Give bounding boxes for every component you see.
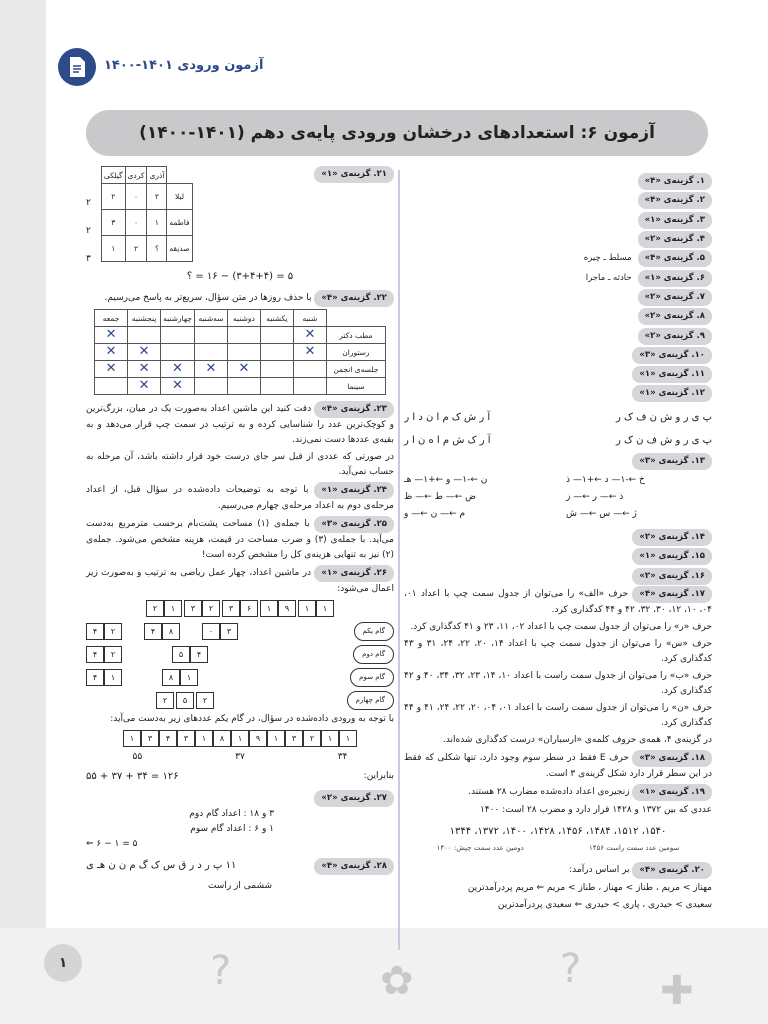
x-mark: ✕	[238, 361, 250, 376]
number-cell: ۸	[213, 730, 231, 747]
q21-name: صدیقه	[167, 236, 192, 262]
q13-row: ن ←-۱— و ←+۱— هـ	[404, 474, 488, 485]
answer-row	[404, 249, 712, 268]
q26-sum: ۱۲۶ = ۳۴ + ۳۷ + ۵۵	[86, 771, 179, 782]
answer-row	[404, 172, 712, 191]
answer-badge: ۱۲. گزینه‌ی «۱»	[632, 385, 712, 402]
left-column	[86, 166, 394, 894]
q17-text: حرف «الف» را می‌توان از جدول سمت چپ با اعداد ۰۱، ۰۴، ۱۰، ۱۲، ۳۰، ۳۲، ۴۲ و ۴۴ کدگذاری کرد.	[404, 588, 712, 615]
number-cell: ۱	[195, 730, 213, 747]
number-cell: ۳	[220, 623, 238, 640]
q21-cell: ۰	[125, 210, 147, 236]
place-name: جلسه‌ی انجمن	[326, 361, 385, 378]
number-cell: ۱	[180, 669, 198, 686]
q26-result: ۳۷	[235, 752, 245, 762]
q17-text: حرف «ر» را می‌توان از جدول سمت چپ با اعداد ۰۲، ۱۱، ۲۳ و ۴۱ کدگذاری کرد.	[410, 621, 712, 632]
answer-row	[404, 346, 712, 365]
q26-text: در ماشین اعداد، چهار عمل ریاضی به ترتیب و به‌صورت زیر اعمال می‌شود:	[86, 568, 394, 594]
day-cell	[161, 361, 195, 378]
q13-row: خ ←-۱— د ←+۱— ذ	[566, 474, 645, 485]
day-cell	[95, 327, 128, 344]
number-cell: ۴	[86, 646, 104, 663]
q26-result: ۵۵	[132, 752, 143, 762]
day-cell	[293, 327, 326, 344]
answer-note: حادثه ـ ماجرا	[585, 272, 632, 283]
answer-row	[404, 268, 712, 287]
step-label: گام سوم	[350, 668, 394, 687]
q13-row: ژ ←— س ←— ش	[566, 508, 637, 519]
q28-word: ششمی از راست	[207, 881, 273, 891]
x-mark: ✕	[172, 361, 183, 376]
place-name: رستوران	[326, 344, 385, 361]
number-cell: ۱	[123, 730, 141, 747]
q21-cell: ۲	[147, 184, 167, 210]
step-label: گام چهارم	[347, 691, 394, 710]
q27-line: ۱ و ۶ : اعداد گام سوم	[190, 824, 274, 834]
number-cell: ۲	[196, 692, 214, 709]
number-cell: ۶	[240, 600, 258, 617]
day-header: یکشنبه	[260, 310, 293, 327]
q28-label: ۲۸. گزینه‌ی «۴»	[314, 858, 394, 875]
x-mark: ✕	[172, 378, 183, 393]
step-label: گام یکم	[354, 622, 395, 641]
day-header: دوشنبه	[227, 310, 260, 327]
number-cell: ۱	[260, 600, 278, 617]
answer-badge: ۱. گزینه‌ی «۴»	[638, 173, 712, 190]
number-cell: ۱	[104, 669, 122, 686]
x-mark: ✕	[105, 344, 117, 359]
q21-header: کردی	[125, 167, 147, 184]
q18-label: ۱۸. گزینه‌ی «۳»	[632, 750, 712, 767]
day-cell	[260, 327, 293, 344]
day-cell	[227, 344, 260, 361]
q22-text: با حذف روزها در متن سؤال، سریع‌تر به پاسخ می‌رسیم.	[104, 293, 312, 303]
number-cell: ۹	[278, 600, 296, 617]
q25-label: ۲۵. گزینه‌ی «۳»	[314, 516, 394, 533]
q20-label: ۲۰. گزینه‌ی «۴»	[632, 862, 712, 879]
day-cell	[293, 344, 326, 361]
page-number: ۱	[44, 944, 82, 982]
q27-label: ۲۷. گزینه‌ی «۲»	[314, 790, 394, 807]
number-cell: ۱	[316, 600, 334, 617]
day-cell	[227, 327, 260, 344]
q19-text: زنجیره‌ی اعداد داده‌شده مضارب ۲۸ هستند.	[468, 786, 630, 797]
q21-cell: ؟	[147, 236, 167, 262]
q21-cell: ۳	[101, 210, 125, 236]
answer-badge: ۲. گزینه‌ی «۴»	[638, 192, 712, 209]
q21-cell: ۱	[147, 210, 167, 236]
q22-label: ۲۲. گزینه‌ی «۴»	[314, 290, 394, 307]
answer-badge: ۹. گزینه‌ی «۲»	[638, 328, 712, 345]
day-cell	[260, 378, 293, 395]
number-cell: ۳	[184, 600, 202, 617]
q18-text: حرف E فقط در سطر سوم وجود دارد، تنها شکلی که فقط در این سطر قرار دارد شکل گزینه‌ی ۳ است.	[404, 752, 712, 779]
document-icon	[58, 48, 96, 86]
q19-annotation: دومین عدد سمت چپش: ۱۴۰۰	[436, 843, 524, 852]
answer-badge: ۷. گزینه‌ی «۲»	[638, 289, 712, 306]
q17-label: ۱۷. گزینه‌ی «۴»	[632, 586, 712, 603]
number-cell: ۸	[162, 669, 180, 686]
q17-text: حرف «ن» را می‌توان از جدول سمت راست با اعداد ۰۱، ۰۴، ۲۰، ۲۲، ۲۴، ۴۱ و ۴۴ کدگذاری کرد.	[404, 702, 713, 728]
q20-line: سعیدی > حیدری ، پاری > حیدری ⇐ سعیدی پردرآمدترین	[497, 899, 712, 910]
q21-cell: ۰	[125, 184, 147, 210]
q21-table	[101, 166, 193, 262]
x-mark: ✕	[138, 361, 150, 376]
day-header: شنبه	[293, 310, 326, 327]
answer-row	[404, 191, 712, 210]
q26-text2: با توجه به ورودی داده‌شده در سؤال، در گام یکم عددهای زیر به‌دست می‌آید:	[110, 714, 394, 724]
q14-label: ۱۴. گزینه‌ی «۲»	[632, 529, 712, 546]
number-cell: ۱	[339, 730, 357, 747]
day-cell	[95, 378, 128, 395]
number-cell: ۲	[202, 600, 220, 617]
q19-annotation: سومین عدد سمت راست ۱۴۵۶	[588, 843, 680, 852]
q13-row: ض ←— ط ←— ظ	[404, 491, 477, 502]
q21-cell: ۲	[101, 184, 125, 210]
number-cell: ۴	[159, 730, 177, 747]
column-divider	[398, 170, 400, 950]
day-cell	[128, 327, 161, 344]
number-cell: ۱	[267, 730, 285, 747]
number-cell: ۴	[86, 669, 104, 686]
q21-side: ۲	[86, 198, 91, 208]
q21-header: گیلکی	[101, 167, 125, 184]
day-cell	[194, 378, 227, 395]
answer-row	[404, 326, 712, 345]
number-cell: ۴	[86, 623, 104, 640]
q13-diagram	[404, 473, 712, 522]
number-cell: ۰	[202, 623, 220, 640]
q23-text: دقت کنید این ماشین اعداد به‌صورت یک در میان، بزرگ‌ترین و کوچک‌ترین عدد را شناسایی کرده و به ترتیب در سمت چپ قرار می‌دهد و به بقیه‌ی عددها دست نمی‌زند.	[86, 404, 394, 445]
header-label: آزمون ورودی ۱۴۰۱-۱۴۰۰	[104, 58, 264, 73]
answer-badge: ۱۱. گزینه‌ی «۱»	[632, 366, 712, 383]
answer-row	[404, 288, 712, 307]
x-mark: ✕	[138, 378, 150, 393]
day-cell	[194, 344, 227, 361]
q19-label: ۱۹. گزینه‌ی «۱»	[632, 784, 712, 801]
number-cell: ۳	[285, 730, 303, 747]
bottom-decoration: ? ✿ ? ✚	[0, 928, 768, 1024]
page-title: آزمون ۶: استعدادهای درخشان ورودی پایه‌ی دهم (۱۴۰۱-۱۴۰۰)	[139, 123, 655, 143]
title-bar	[86, 110, 708, 156]
q26-result: ۳۴	[337, 752, 348, 762]
answer-badge: ۸. گزینه‌ی «۲»	[638, 308, 712, 325]
q19-text2: عددی که بین ۱۳۷۲ و ۱۴۲۸ قرار دارد و مضرب ۲۸ است: ۱۴۰۰	[479, 804, 712, 815]
x-mark: ✕	[138, 344, 150, 359]
q12-top-left: آ ر ش ک م ا ن د ا ر	[404, 411, 491, 423]
q21-side: ۳	[86, 254, 91, 264]
q23-text2: در صورتی که عددی از قبل سر جای درست خود قرار داشته باشد، آن مرحله به حساب نمی‌آید.	[86, 452, 394, 477]
x-mark: ✕	[105, 361, 117, 376]
day-cell	[293, 378, 326, 395]
day-header: پنجشنبه	[128, 310, 161, 327]
q24-label: ۲۴. گزینه‌ی «۱»	[314, 482, 394, 499]
answer-row	[404, 211, 712, 230]
x-mark: ✕	[105, 327, 117, 342]
day-cell	[260, 361, 293, 378]
day-cell	[95, 361, 128, 378]
answer-row	[404, 384, 712, 403]
q21-equation: ۵ = (۳+۴+۴) − ۱۶ = ؟	[186, 271, 294, 282]
answer-badge: ۳. گزینه‌ی «۱»	[638, 212, 712, 229]
day-cell	[161, 344, 195, 361]
answer-list	[404, 172, 712, 404]
number-cell: ۱	[298, 600, 316, 617]
q21-name: فاطمه	[167, 210, 192, 236]
q13-label: ۱۳. گزینه‌ی «۳»	[632, 453, 712, 470]
number-cell: ۸	[162, 623, 180, 640]
number-cell: ۱	[164, 600, 182, 617]
number-cell: ۲	[104, 646, 122, 663]
q15-label: ۱۵. گزینه‌ی «۱»	[632, 548, 712, 565]
q26-machine	[86, 600, 394, 712]
number-cell: ۳	[177, 730, 195, 747]
day-header: چهارشنبه	[161, 310, 195, 327]
q17-text: حرف «س» را می‌توان از جدول سمت چپ با اعداد ۱۴، ۲۰، ۲۲، ۲۴، ۳۱ و ۴۳ کدگذاری کرد.	[404, 638, 713, 664]
number-cell: ۲	[156, 692, 174, 709]
answer-row	[404, 307, 712, 326]
answer-badge: ۶. گزینه‌ی «۱»	[638, 270, 712, 287]
day-cell	[95, 344, 128, 361]
number-cell: ۹	[249, 730, 267, 747]
x-mark: ✕	[304, 327, 316, 342]
q12-bottom-left: آ ر ک ش م ا ه ن ا ر	[404, 434, 491, 446]
day-cell	[128, 361, 161, 378]
number-cell: ۳	[141, 730, 159, 747]
day-cell	[227, 378, 260, 395]
day-cell	[161, 327, 195, 344]
number-cell: ۲	[104, 623, 122, 640]
answer-row	[404, 365, 712, 384]
answer-badge: ۵. گزینه‌ی «۴»	[638, 250, 712, 267]
q21-label: ۲۱. گزینه‌ی «۱»	[314, 166, 394, 183]
number-cell: ۵	[176, 692, 194, 709]
q21-cell: ۲	[125, 236, 147, 262]
q25-text: با جمله‌ی (۱) مساحت پشت‌بام برحسب مترمربع به‌دست می‌آید. با جمله‌ی (۳) و ضرب مساحت در قیمت، هزینه مشخص می‌شود. جمله‌ی (۲) نیز به تنهایی هزینه‌ی کل را مشخص کرده است!	[86, 519, 395, 560]
answer-row	[404, 230, 712, 249]
q12-bottom-right: پ ی ر و ش ف ن ک ر	[615, 434, 712, 446]
side-stripes	[0, 0, 46, 1024]
q17-text: در گزینه‌ی ۴، همه‌ی حروف کلمه‌ی «ارسباران» درست کدگذاری شده‌اند.	[442, 734, 712, 745]
q21-header: آذری	[147, 167, 167, 184]
day-cell	[293, 361, 326, 378]
day-cell	[128, 344, 161, 361]
q27-line: ۳ و ۱۸ : اعداد گام دوم	[189, 809, 274, 819]
answer-badge: ۱۰. گزینه‌ی «۳»	[632, 347, 712, 364]
number-cell: ۱	[231, 730, 249, 747]
q26-therefore: بنابراین:	[363, 771, 394, 781]
q27-equation: ۵ = ۱ − ۶ ⇐	[86, 839, 138, 849]
answer-note: مسلط ـ چیره	[583, 253, 632, 264]
q21-cell: ۱	[101, 236, 125, 262]
q21-name: لیلا	[167, 184, 192, 210]
day-cell	[260, 344, 293, 361]
q17-text: حرف «ب» را می‌توان از جدول سمت راست با اعداد ۱۰، ۱۴، ۲۳، ۳۲، ۳۴، ۴۰ و ۴۲ کدگذاری کرد.	[404, 670, 713, 696]
q16-label: ۱۶. گزینه‌ی «۲»	[632, 568, 712, 585]
q26-label: ۲۶. گزینه‌ی «۱»	[314, 565, 394, 582]
day-cell	[227, 361, 260, 378]
q20-text: بر اساس درآمد:	[569, 864, 630, 875]
q13-row: م ←— ن ←— و	[404, 508, 466, 519]
q13-row: ذ ←— ر ←— ز	[566, 491, 624, 502]
day-header: سه‌شنبه	[194, 310, 227, 327]
q22-table	[94, 309, 386, 395]
q23-label: ۲۳. گزینه‌ی «۴»	[314, 401, 394, 418]
number-cell: ۲	[303, 730, 321, 747]
day-cell	[161, 378, 195, 395]
number-cell: ۵	[172, 646, 190, 663]
q19-sequence: ۱۵۴۰، ۱۵۱۲، ۱۴۸۴، ۱۴۵۶، ۱۴۲۸، ۱۴۰۰، ۱۳۷۲، ۱۳۴۴	[449, 825, 667, 837]
step-label: گام دوم	[353, 645, 394, 664]
x-mark: ✕	[205, 361, 217, 376]
right-column	[404, 172, 712, 915]
day-header: جمعه	[95, 310, 128, 327]
number-cell: ۳	[222, 600, 240, 617]
q28-seq: ۱۱ پ ر د ر ق س ک گ م ن ن هـ ی	[86, 860, 237, 871]
day-cell	[194, 327, 227, 344]
number-cell: ۴	[190, 646, 208, 663]
number-cell: ۴	[144, 623, 162, 640]
day-cell	[194, 361, 227, 378]
q21-side: ۲	[86, 226, 91, 236]
number-cell: ۲	[146, 600, 164, 617]
number-cell: ۱	[321, 730, 339, 747]
answer-badge: ۴. گزینه‌ی «۲»	[638, 231, 712, 248]
q12-diagram	[404, 410, 712, 448]
q12-top-right: پ ی ر و ش ن ف ک ر	[615, 411, 712, 423]
place-name: سینما	[326, 378, 385, 395]
q20-line: مهناز > مریم ، طناز > مهناز ، طناز > مریم ⇐ مریم پردرآمدترین	[467, 882, 712, 893]
x-mark: ✕	[304, 344, 316, 359]
place-name: مطب دکتر	[326, 327, 385, 344]
day-cell	[128, 378, 161, 395]
q24-text: با توجه به توضیحات داده‌شده در سؤال قبل، از اعداد مرحله‌ی دوم به اعداد مرحله‌ی چهارم می‌رسیم.	[86, 485, 394, 511]
